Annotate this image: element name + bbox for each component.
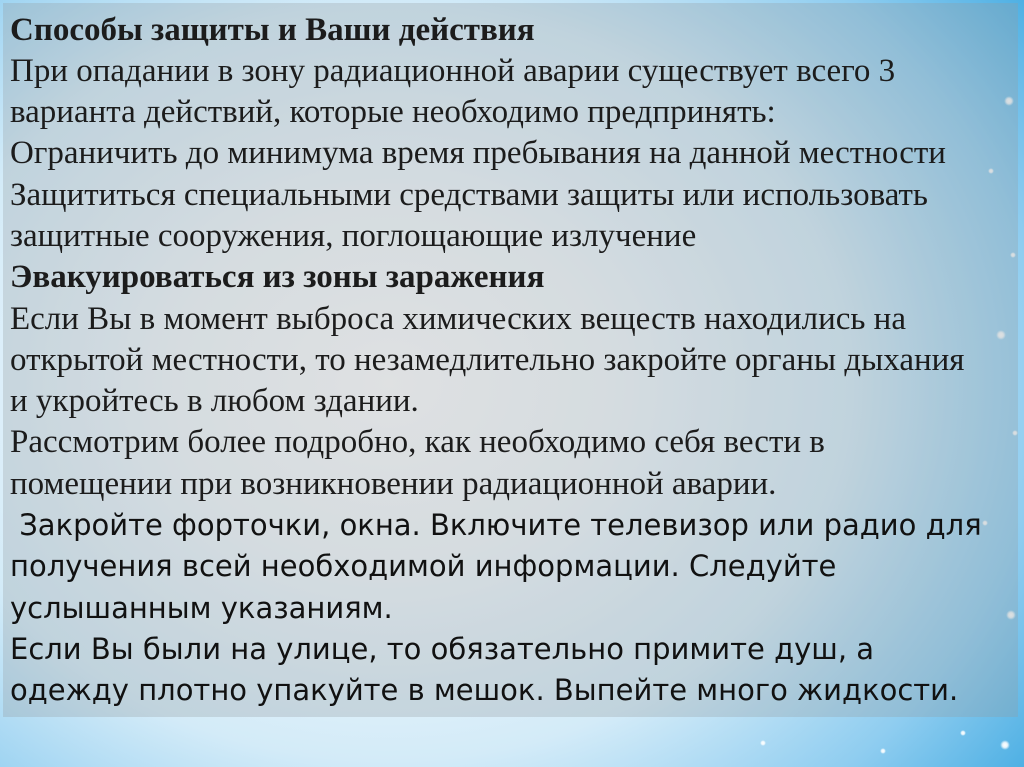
sparkle-decoration: [880, 748, 886, 754]
indoor-intro-line: помещении при возникновении радиационной аварии.: [10, 465, 777, 502]
outdoor-actions-line: одежду плотно упакуйте в мешок. Выпейте много жидкости.: [10, 673, 959, 708]
text-content: [10, 10, 1016, 712]
chemical-release-line: и укройтесь в любом здании.: [10, 383, 419, 420]
indoor-actions-line: услышанным указаниям.: [10, 590, 393, 625]
indoor-actions-line: получения всей необходимой информации. Следуйте: [10, 549, 837, 584]
intro-text-line: При опадании в зону радиационной аварии существует всего 3: [10, 52, 896, 89]
option-protect-line: Защититься специальными средствами защиты или использовать: [10, 176, 928, 213]
sparkle-decoration: [960, 730, 966, 736]
chemical-release-line: открытой местности, то незамедлительно закройте органы дыхания: [10, 341, 965, 378]
option-evacuate: Эвакуироваться из зоны заражения: [10, 259, 545, 296]
outdoor-actions-line: Если Вы были на улице, то обязательно примите душ, а: [10, 631, 875, 666]
indoor-intro-line: Рассмотрим более подробно, как необходимо себя вести в: [10, 424, 825, 461]
chemical-release-line: Если Вы в момент выброса химических веществ находились на: [10, 300, 906, 337]
option-limit-time: Ограничить до минимума время пребывания на данной местности: [10, 135, 946, 172]
slide-title: Способы защиты и Ваши действия: [10, 11, 535, 48]
sparkle-decoration: [760, 740, 766, 746]
indoor-actions-line: Закройте форточки, окна. Включите телевизор или радио для: [10, 508, 982, 543]
sparkle-decoration: [1000, 740, 1010, 750]
text-box: [3, 3, 1018, 717]
option-protect-line: защитные сооружения, поглощающие излучение: [10, 217, 697, 254]
intro-text-line: варианта действий, которые необходимо предпринять:: [10, 94, 776, 131]
